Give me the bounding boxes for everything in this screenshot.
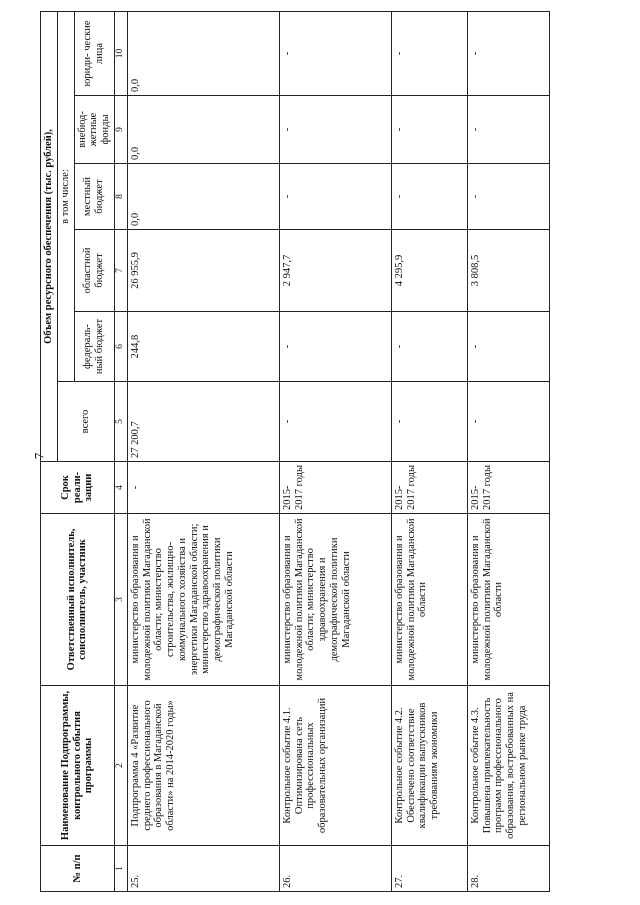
- column-number: 4: [114, 462, 127, 514]
- row-executor: министерство образования и молодежной политики Магаданской области: [391, 514, 467, 686]
- row-executor: министерство образования и молодежной политики Магаданской области; министерство строительства, жилищно-коммунального хозяйства и энергетики Магаданской области; министерство здравоохранения и демографической политики Магаданской области: [127, 514, 279, 686]
- row-name: Подпрограмма 4 «Развитие среднего профессионального образования в Магаданской области» на 2014-2020 годы»: [127, 686, 279, 846]
- row-total: -: [467, 382, 549, 462]
- column-number: 8: [114, 164, 127, 230]
- column-number: 3: [114, 514, 127, 686]
- row-legal: -: [279, 11, 391, 95]
- resource-table: [40, 11, 550, 892]
- header-executor: Ответственный исполнитель, соисполнитель, участник: [41, 514, 115, 686]
- row-num: 28.: [467, 846, 549, 892]
- row-term: -: [127, 462, 279, 514]
- row-term: 2015-2017 годы: [391, 462, 467, 514]
- header-regional: областной бюджет: [74, 230, 114, 312]
- row-executor: министерство образования и молодежной политики Магаданской области; министерство здравоохранения и демографической политики Магаданской области: [279, 514, 391, 686]
- row-term: 2015-2017 годы: [467, 462, 549, 514]
- row-local: -: [467, 164, 549, 230]
- header-num: № п/п: [41, 846, 115, 892]
- row-federal: 244,8: [127, 312, 279, 382]
- column-number-row: [114, 11, 127, 891]
- row-offbudget: -: [391, 96, 467, 164]
- row-regional: 2 947,7: [279, 230, 391, 312]
- row-offbudget: 0,0: [127, 96, 279, 164]
- header-federal: федераль- ный бюджет: [74, 312, 114, 382]
- column-number: 7: [114, 230, 127, 312]
- column-number: 6: [114, 312, 127, 382]
- row-offbudget: -: [467, 96, 549, 164]
- row-federal: -: [279, 312, 391, 382]
- header-legal: юриди- ческие лица: [74, 11, 114, 95]
- row-federal: -: [467, 312, 549, 382]
- column-number: 1: [114, 846, 127, 892]
- row-num: 26.: [279, 846, 391, 892]
- row-regional: 3 808,5: [467, 230, 549, 312]
- row-legal: 0,0: [127, 11, 279, 95]
- row-executor: министерство образования и молодежной политики Магаданской области: [467, 514, 549, 686]
- row-total: -: [279, 382, 391, 462]
- column-number: 10: [114, 11, 127, 95]
- header-funding: Объем ресурсного обеспечения (тыс. рублей),: [41, 11, 58, 461]
- header-including: в том числе:: [57, 11, 74, 381]
- row-name: Контрольное событие 4.1. Оптимизирована сеть профессиональных образовательных организаций: [279, 686, 391, 846]
- header-name: Наименование Подпрограммы, контрольного события программы: [41, 686, 115, 846]
- header-total: всего: [57, 382, 114, 462]
- page-number: 7: [31, 452, 47, 460]
- rotated-page: [40, 12, 600, 892]
- row-local: -: [391, 164, 467, 230]
- table-row: [127, 11, 279, 891]
- row-regional: 4 295,9: [391, 230, 467, 312]
- row-name: Контрольное событие 4.2. Обеспечено соответствие квалификации выпускников требованиям экономики: [391, 686, 467, 846]
- column-number: 5: [114, 382, 127, 462]
- row-total: 27 200,7: [127, 382, 279, 462]
- header-offbudget: внебюд- жетные фонды: [74, 96, 114, 164]
- row-num: 25.: [127, 846, 279, 892]
- row-term: 2015-2017 годы: [279, 462, 391, 514]
- header-local: местный бюджет: [74, 164, 114, 230]
- row-name: Контрольное событие 4.3. Повышена привлекательность программ профессионального образования, востребованных на региональном рынке труда: [467, 686, 549, 846]
- row-local: -: [279, 164, 391, 230]
- header-term: Срок реали- зации: [41, 462, 115, 514]
- column-number: 2: [114, 686, 127, 846]
- row-local: 0,0: [127, 164, 279, 230]
- row-regional: 26 955,9: [127, 230, 279, 312]
- row-legal: -: [391, 11, 467, 95]
- table-row: [467, 11, 549, 891]
- row-total: -: [391, 382, 467, 462]
- table-row: [279, 11, 391, 891]
- table-row: [391, 11, 467, 891]
- row-federal: -: [391, 312, 467, 382]
- row-num: 27.: [391, 846, 467, 892]
- row-offbudget: -: [279, 96, 391, 164]
- column-number: 9: [114, 96, 127, 164]
- row-legal: -: [467, 11, 549, 95]
